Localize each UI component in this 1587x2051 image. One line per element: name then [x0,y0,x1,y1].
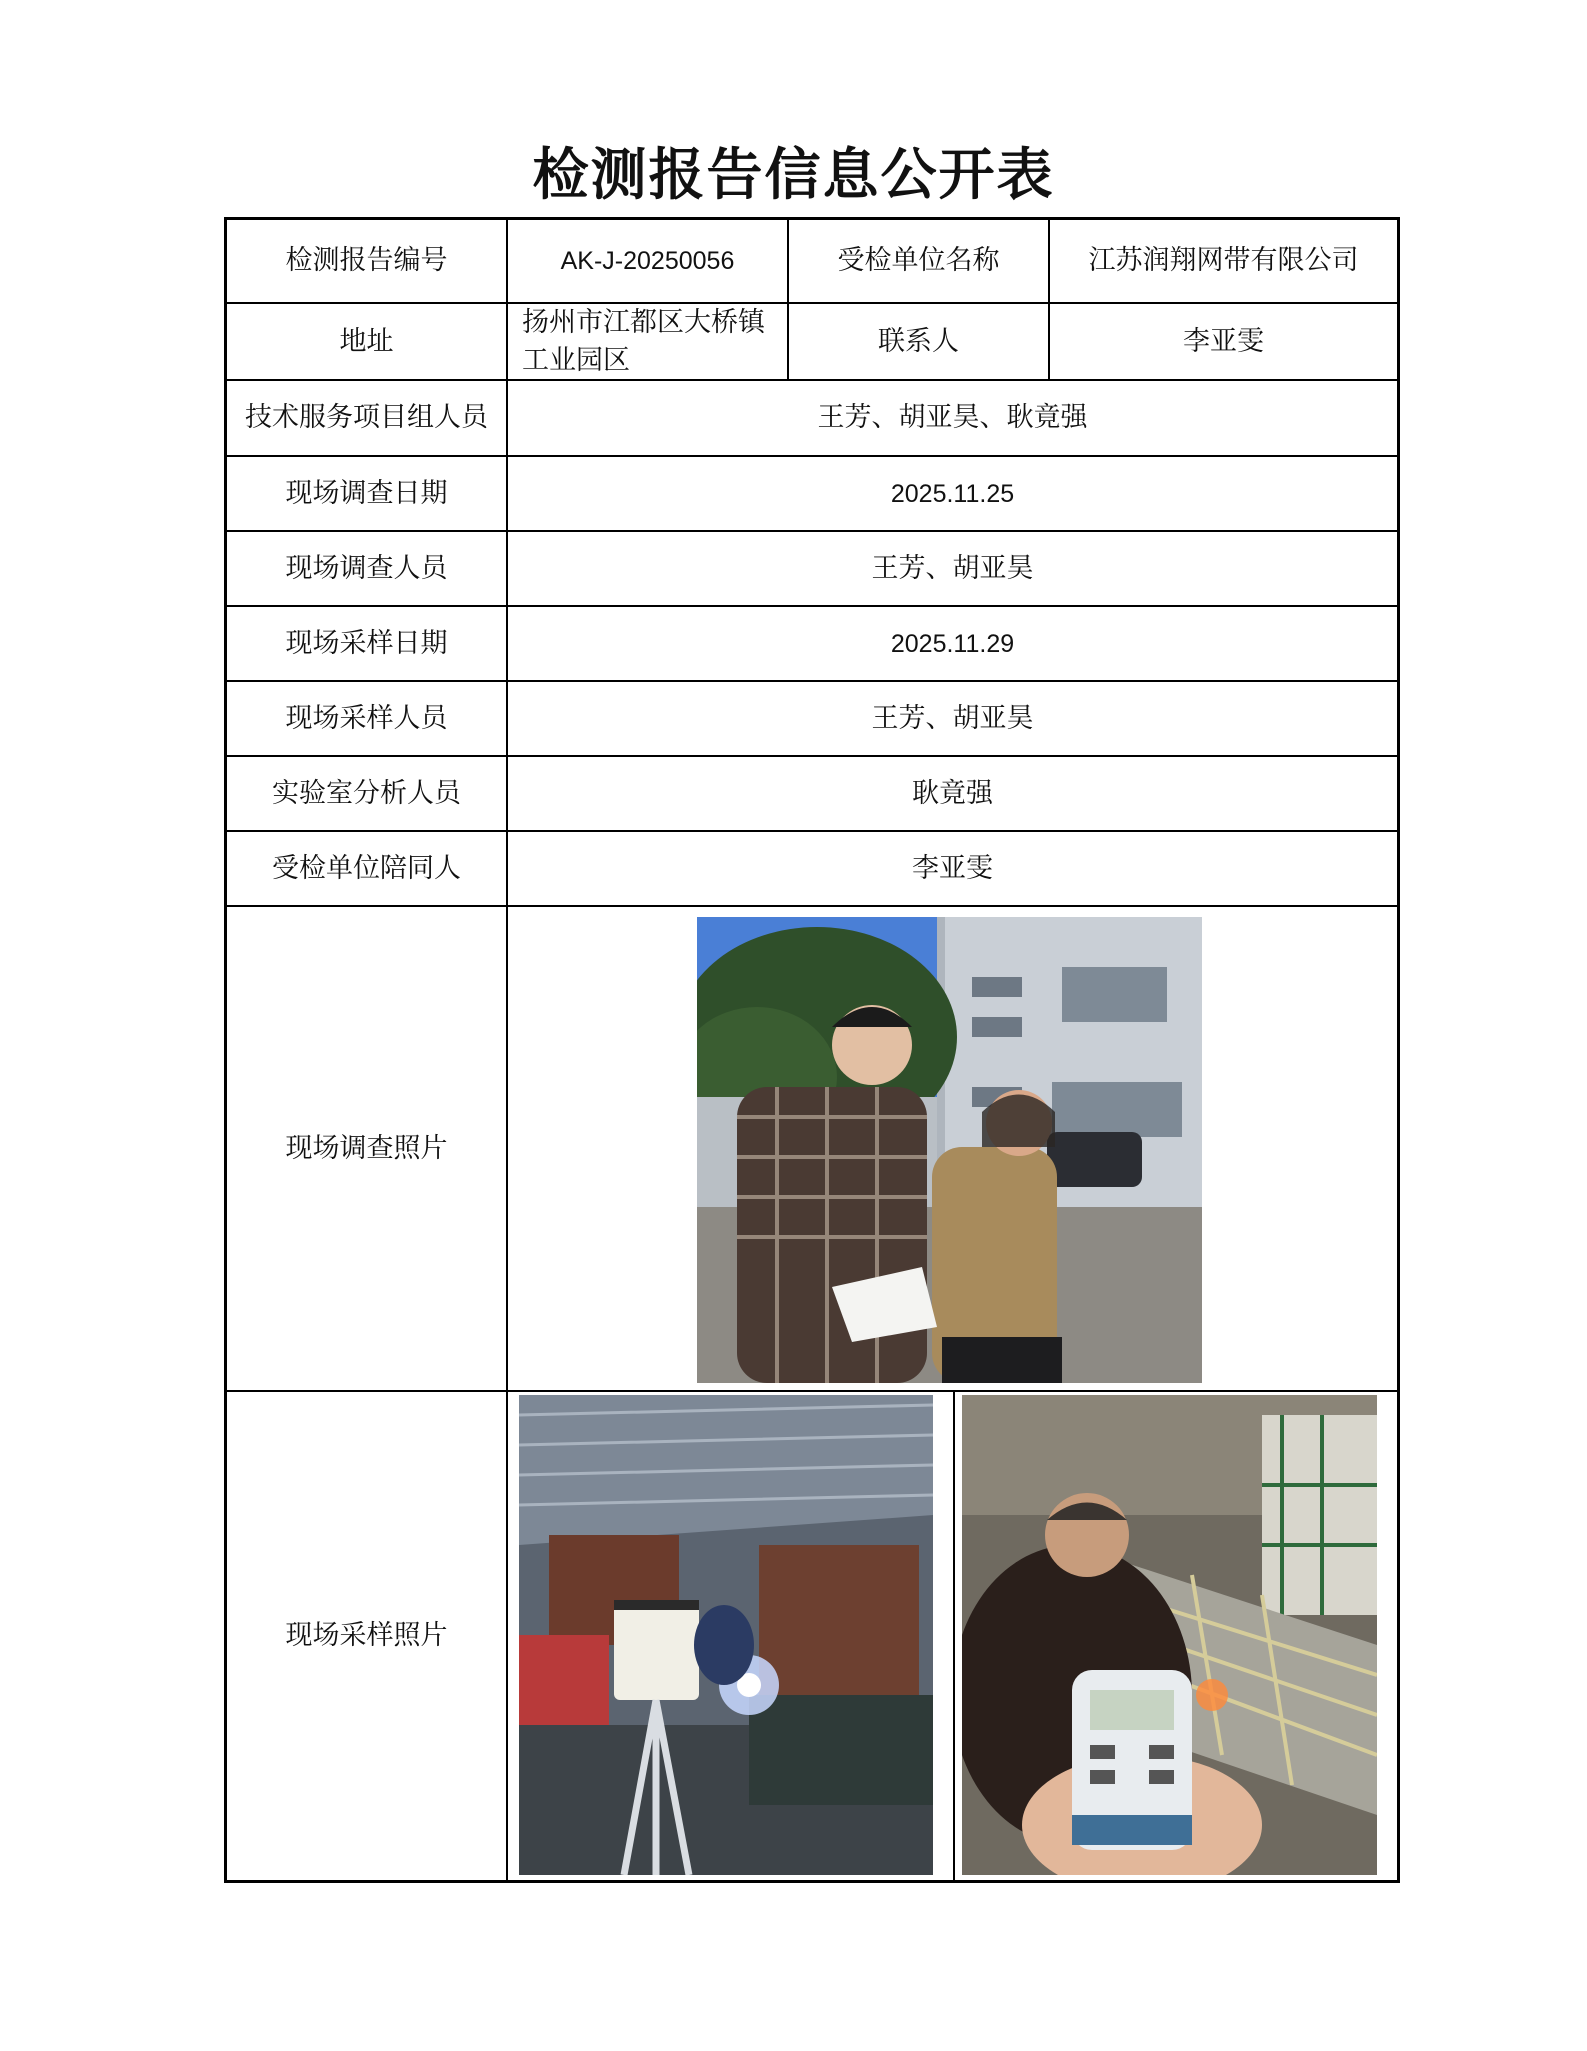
survey-photo-image [697,917,1202,1383]
escort-label: 受检单位陪同人 [272,852,461,884]
escort-value: 李亚雯 [912,852,993,884]
survey-date-value: 2025.11.25 [890,479,1015,508]
sampling-date-value: 2025.11.29 [890,629,1015,658]
survey-photo-label: 现场调查照片 [285,1132,448,1164]
team-value: 王芳、胡亚昊、耿竟强 [817,402,1088,433]
sampling-staff-value: 王芳、胡亚昊 [871,702,1034,734]
sampling-photo-1 [519,1395,933,1875]
page-title: 检测报告信息公开表 [532,142,1055,208]
lab-staff-value: 耿竟强 [912,777,993,809]
sampling-photo-2-image [962,1395,1377,1875]
unit-name-value: 江苏润翔网带有限公司 [1088,245,1359,276]
address-line-2: 工业园区 [522,344,630,376]
survey-date-label: 现场调查日期 [285,477,448,509]
report-no-value: AK-J-20250056 [560,247,735,275]
survey-photo [697,917,1202,1383]
sampling-photo-label: 现场采样照片 [285,1620,448,1651]
col-divider [953,1390,955,1880]
unit-name-label: 受检单位名称 [837,245,1000,276]
address-value [508,304,787,379]
sampling-photo-2 [962,1395,1377,1875]
survey-staff-value: 王芳、胡亚昊 [871,552,1034,584]
report-no-label: 检测报告编号 [285,245,448,276]
sampling-photo-1-image [519,1395,933,1875]
sampling-staff-label: 现场采样人员 [285,702,448,734]
info-table [224,217,1400,1883]
address-line-1: 扬州市江都区大桥镇 [522,306,765,338]
address-label: 地址 [339,325,394,357]
contact-label: 联系人 [878,325,959,357]
team-label: 技术服务项目组人员 [245,402,488,433]
survey-staff-label: 现场调查人员 [285,552,448,584]
sampling-date-label: 现场采样日期 [285,627,448,659]
lab-staff-label: 实验室分析人员 [272,777,461,809]
contact-value: 李亚雯 [1183,325,1264,357]
